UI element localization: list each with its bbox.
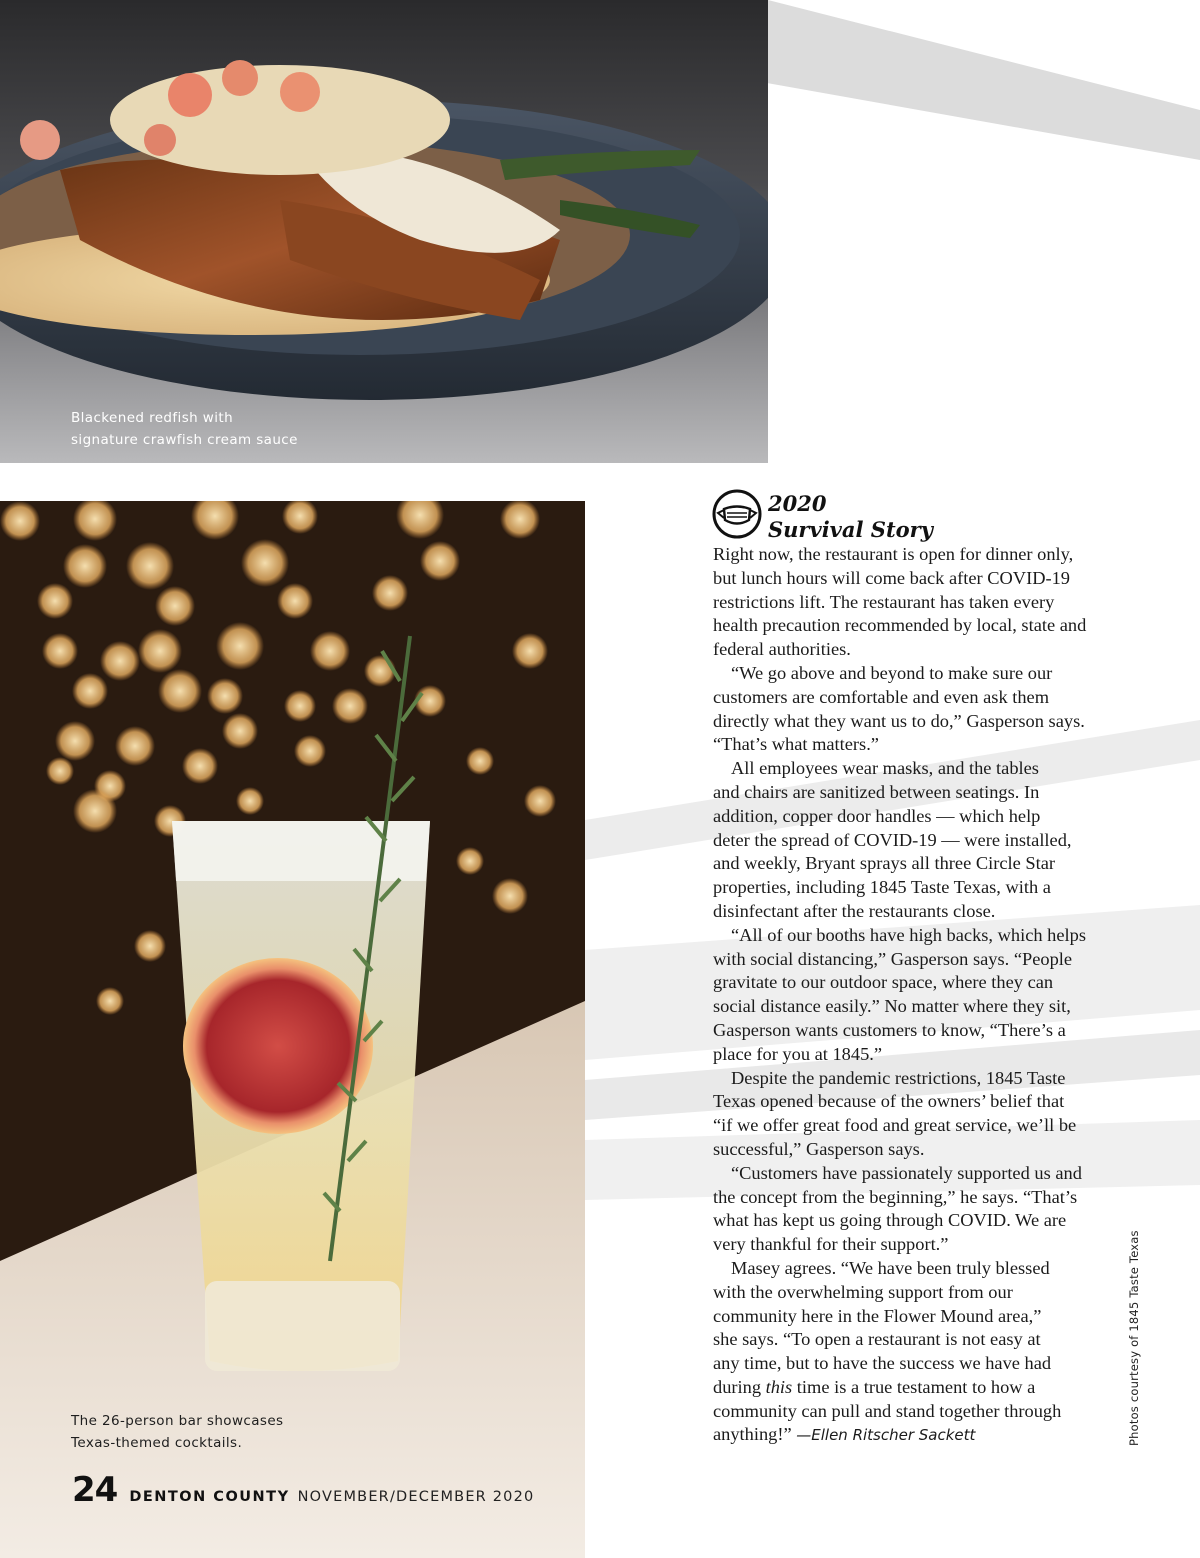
cocktail-photo <box>0 501 585 1558</box>
article-line: “Customers have passionately supported us and <box>731 1162 1082 1183</box>
magazine-name: DENTON COUNTY <box>129 1489 290 1505</box>
article-line: any time, but to have the success we have had <box>713 1353 1052 1374</box>
face-mask-icon <box>712 489 762 539</box>
cocktail-caption <box>71 1410 283 1454</box>
issue-date: NOVEMBER/DECEMBER 2020 <box>297 1489 535 1505</box>
article-line: “That’s what matters.” <box>713 734 879 755</box>
article-line: “All of our booths have high backs, which helps <box>731 924 1086 945</box>
article-line: directly what they want us to do,” Gasperson says. <box>713 710 1085 731</box>
article-line: Gasperson wants customers to know, “There’s a <box>713 1019 1066 1040</box>
article-line: Despite the pandemic restrictions, 1845 Taste <box>731 1067 1066 1088</box>
folio <box>72 1470 534 1510</box>
article-line: disinfectant after the restaurants close. <box>713 900 996 921</box>
article-line: and weekly, Bryant sprays all three Circle Star <box>713 853 1055 874</box>
article-body <box>713 543 1123 1447</box>
article-line: health precaution recommended by local, state and <box>713 615 1087 636</box>
article-line: successful,” Gasperson says. <box>713 1138 925 1159</box>
dish-caption <box>71 407 298 451</box>
sidebar-heading <box>768 491 933 543</box>
article-line: restrictions lift. The restaurant has taken every <box>713 591 1055 612</box>
article-line: with social distancing,” Gasperson says. “People <box>713 948 1073 969</box>
article-line: properties, including 1845 Taste Texas, with a <box>713 877 1051 898</box>
text-run: during <box>713 1376 766 1397</box>
article-line: Masey agrees. “We have been truly blessed <box>731 1257 1050 1278</box>
byline: —Ellen Ritscher Sackett <box>796 1426 976 1445</box>
heading-title: Survival Story <box>768 517 933 542</box>
article-line: place for you at 1845.” <box>713 1043 883 1064</box>
article-line <box>713 1423 1123 1447</box>
dish-caption-line: signature crawfish cream sauce <box>71 432 298 448</box>
dish-caption-line: Blackened redfish with <box>71 410 234 426</box>
article-line: deter the spread of COVID-19 — were installed, <box>713 829 1072 850</box>
heading-year: 2020 <box>768 491 827 516</box>
article-line: social distance easily.” No matter where they sit, <box>713 996 1071 1017</box>
article-line: All employees wear masks, and the tables <box>731 758 1039 779</box>
article-line: customers are comfortable and even ask them <box>713 686 1050 707</box>
article-line: federal authorities. <box>713 639 851 660</box>
cocktail-caption-line: The 26-person bar showcases <box>71 1413 284 1429</box>
page-number: 24 <box>72 1470 118 1510</box>
photo-credit: Photos courtesy of 1845 Taste Texas <box>1127 1230 1141 1446</box>
article-line: gravitate to our outdoor space, where they can <box>713 972 1054 993</box>
text-run: time is a true testament to how a <box>792 1376 1036 1397</box>
article-line: “We go above and beyond to make sure our <box>731 662 1053 683</box>
article-line: with the overwhelming support from our <box>713 1281 1013 1302</box>
article-lines <box>713 543 1123 1352</box>
article-line: what has kept us going through COVID. We are <box>713 1210 1067 1231</box>
article-line: the concept from the beginning,” he says. “That’s <box>713 1186 1078 1207</box>
article-line: addition, copper door handles — which help <box>713 805 1041 826</box>
article-line: community can pull and stand together through <box>713 1400 1062 1421</box>
text-run: anything!” <box>713 1424 792 1445</box>
article-line: she says. “To open a restaurant is not easy at <box>713 1329 1041 1350</box>
dish-photo <box>0 0 768 463</box>
cocktail-caption-line: Texas-themed cocktails. <box>71 1435 243 1451</box>
article-line: “if we offer great food and great service, we’ll be <box>713 1115 1077 1136</box>
article-line <box>713 1376 1123 1400</box>
article-line: Right now, the restaurant is open for dinner only, <box>713 544 1074 564</box>
article-line: but lunch hours will come back after COVID-19 <box>713 567 1070 588</box>
article-line: very thankful for their support.” <box>713 1234 949 1255</box>
article-line: Texas opened because of the owners’ belief that <box>713 1091 1065 1112</box>
emphasis-text: this <box>765 1376 793 1397</box>
article-line: community here in the Flower Mound area,” <box>713 1305 1042 1326</box>
article-line: and chairs are sanitized between seatings. In <box>713 781 1040 802</box>
